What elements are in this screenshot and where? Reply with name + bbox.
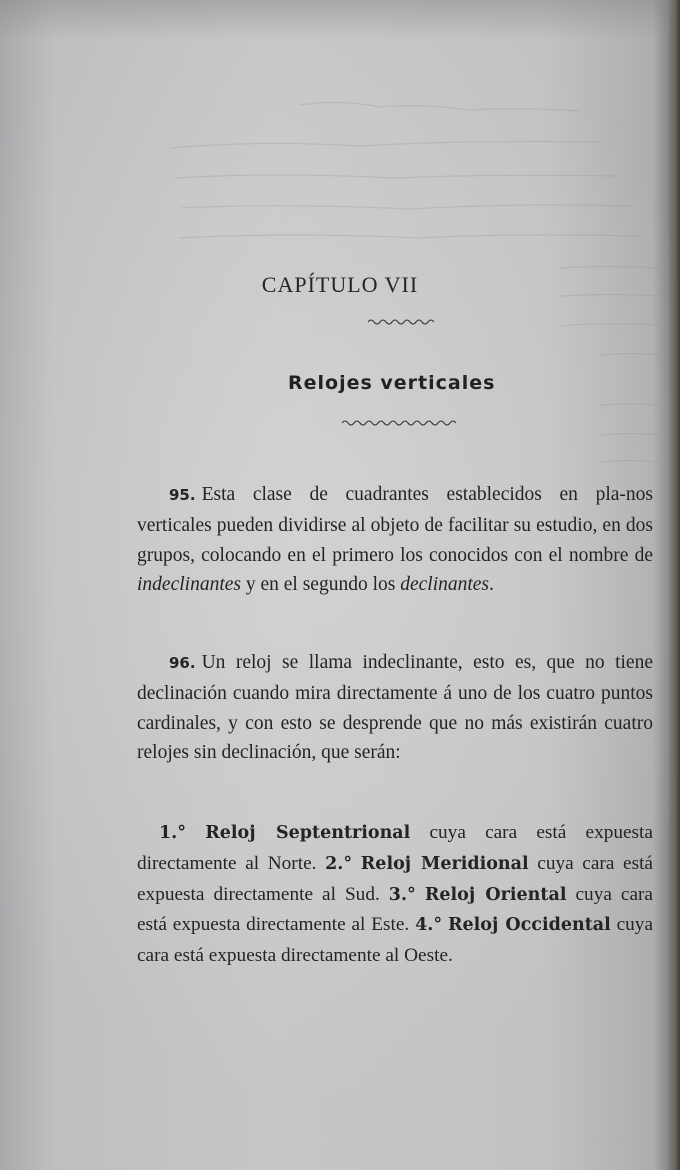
paragraph-text: . — [489, 574, 494, 596]
paragraph-text: y en el segundo los — [240, 574, 401, 596]
item-text: cuya cara está expuesta directamente al Este. — [137, 883, 653, 936]
chapter-flourish-ornament — [366, 316, 436, 326]
item-ordinal: 2.° — [325, 853, 353, 874]
section-flourish-ornament — [340, 418, 460, 428]
italic-term: indeclinantes — [137, 574, 241, 596]
paragraph-number: 95. — [169, 486, 196, 504]
item-name: Reloj Septentrional — [205, 823, 411, 843]
item-name: Reloj Meridional — [360, 853, 529, 874]
item-text: cuya cara está expuesta directamente al Norte. — [137, 822, 653, 874]
paragraph-number: 96. — [169, 654, 196, 672]
item-name: Reloj Occidental — [447, 915, 611, 936]
chapter-title: CAPÍTULO VII — [261, 272, 419, 297]
paragraph-96 — [137, 648, 653, 768]
section-title: Relojes verticales — [288, 372, 496, 394]
item-text: cuya cara está expuesta directamente al Sud. — [137, 852, 653, 905]
paragraph-95 — [137, 480, 653, 600]
item-ordinal: 3.° — [388, 884, 416, 905]
binding-edge — [668, 0, 680, 1170]
item-ordinal: 4.° — [415, 915, 443, 936]
italic-term: declinantes — [400, 574, 490, 596]
item-ordinal: 1.° — [159, 823, 187, 843]
paragraph-text: Un reloj se llama indeclinante, esto es, que no tiene declinación cuando mira directamente á uno de los cuatro puntos cardinales, y con esto se desprende que no más existirán cuatro relojes sin declinación, que serán: — [137, 652, 653, 764]
paragraph-text: Esta clase de cuadrantes establecidos en pla-nos verticales pueden dividirse al objeto de facilitar su estudio, en dos grupos, colocando en el primero los conocidos con el nombre de — [137, 484, 653, 566]
item-name: Reloj Oriental — [424, 884, 567, 905]
list-paragraph — [137, 818, 653, 971]
item-text: cuya cara está expuesta directamente al Oeste. — [137, 914, 654, 967]
